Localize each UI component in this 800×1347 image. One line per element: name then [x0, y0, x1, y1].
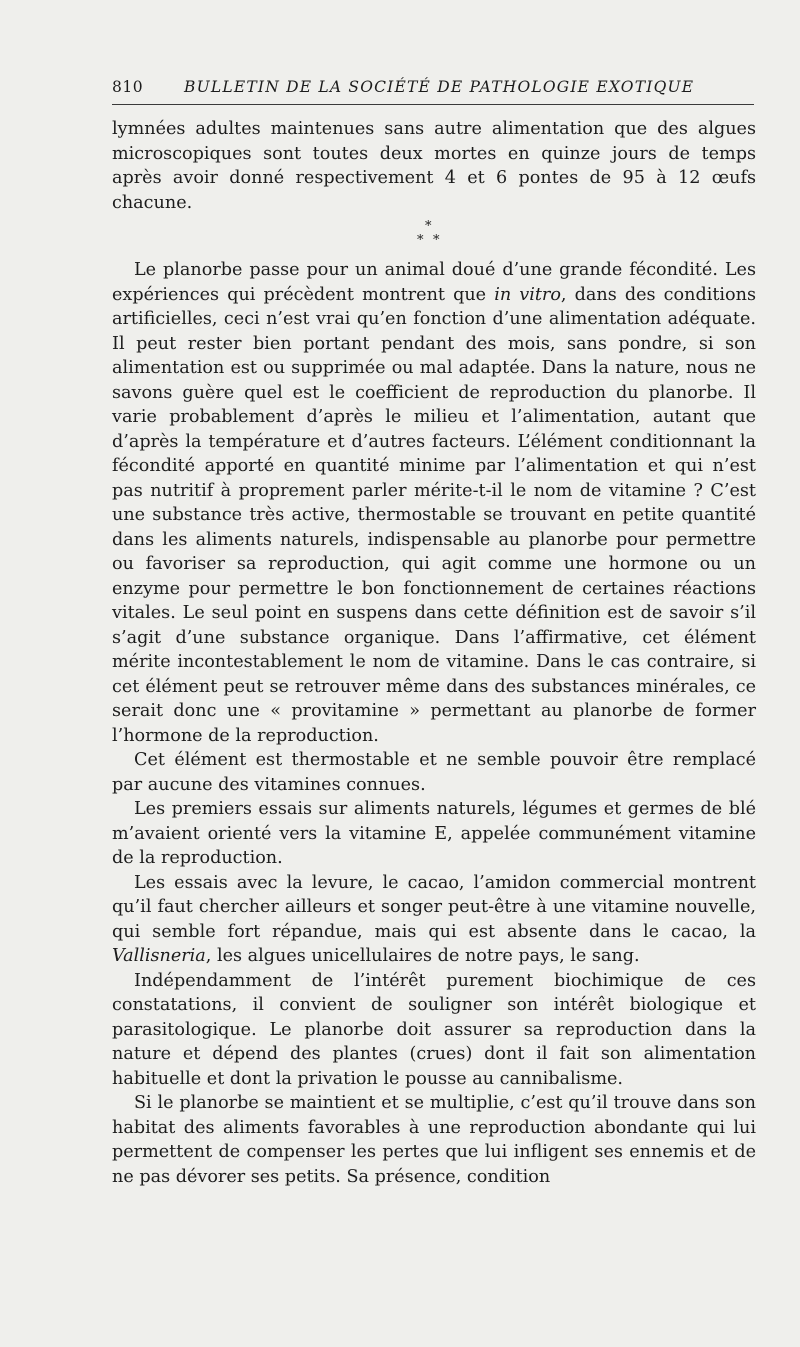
- paragraph-biological-interest: Indépendamment de l’intérêt purement biochimique de ces constatations, il convient de souligner son intérêt biologique et parasitologique. Le planorbe doit assurer sa reproduction dans la nature et dépend des plantes (crues) dont il fait son alimentation habituelle et dont la privation le pousse au cannibalisme.: [112, 970, 756, 1089]
- section-asterism: [112, 218, 756, 258]
- paragraph-habitat: Si le planorbe se maintient et se multiplie, c’est qu’il trouve dans son habitat des aliments favorables à une reproduction abondante qui lui permettent de compenser les pertes que lui infligent ses ennemis et de ne pas dévorer ses petits. Sa présence, condition: [112, 1093, 756, 1187]
- paragraph-yeast-trials: [112, 871, 756, 969]
- running-head: [112, 76, 756, 98]
- header-rule: [112, 104, 754, 105]
- asterism-star: *: [433, 233, 440, 248]
- paragraph-continuation: lymnées adultes maintenues sans autre alimentation que des algues microscopiques sont toutes deux mortes en quinze jours de temps après avoir donné respectivement 4 et 6 pontes de 95 à 12 œufs chacune.: [112, 119, 756, 213]
- italic-term-vallisneria: Vallisneria: [112, 946, 206, 966]
- article-body: [112, 117, 756, 1189]
- asterism-star: *: [417, 233, 424, 248]
- paragraph-first-trials: Les premiers essais sur aliments naturels, légumes et germes de blé m’avaient orienté vers la vitamine E, appelée communément vitamine de la reproduction.: [112, 799, 756, 868]
- paragraph-text: , les algues unicellulaires de notre pays, le sang.: [205, 946, 640, 966]
- italic-term-in-vitro: in vitro: [494, 284, 561, 305]
- journal-title: BULLETIN DE LA SOCIÉTÉ DE PATHOLOGIE EXOTIQUE: [184, 78, 695, 96]
- paragraph-fecundity: [112, 258, 756, 748]
- paragraph-thermostable: Cet élément est thermostable et ne semble pouvoir être remplacé par aucune des vitamines connues.: [112, 750, 756, 795]
- paragraph-text: Le planorbe passe pour un animal doué d’une grande fécondité. Les expériences qui précèdent montrent que: [112, 260, 756, 305]
- page-number: 810: [112, 78, 144, 96]
- paragraph-text: Les essais avec la levure, le cacao, l’amidon commercial montrent qu’il faut chercher ailleurs et songer peut-être à une vitamine nouvelle, qui semble fort répandue, mais qui est absente dans le cacao, la: [112, 872, 756, 942]
- paragraph-text: , dans des conditions artificielles, ceci n’est vrai qu’en fonction d’une alimentation adéquate. Il peut rester bien portant pendant des mois, sans pondre, si son alimentation est ou supprimée ou mal adaptée. Dans la nature, nous ne savons guère quel est le coefficient de reproduction du planorbe. Il varie probablement d’après le milieu et l’alimentation, autant que d’après la température et d’autres facteurs. L’élément conditionnant la fécondité apporté en quantité minime par l’alimentation et qui n’est pas nutritif à proprement parler mérite-t-il le nom de vitamine ? C’est une substance très active, thermostable se trouvant en petite quantité dans les aliments naturels, indispensable au planorbe pour permettre ou favoriser sa reproduction, qui agit comme une hormone ou un enzyme pour permettre le bon fonctionnement de certaines réactions vitales. Le seul point en suspens dans cette définition est de savoir s’il s’agit d’une substance organique. Dans l’affirmative, cet élément mérite incontestablement le nom de vitamine. Dans le cas contraire, si cet élément peut se retrouver même dans des substances minérales, ce serait donc une « provitamine » permettant au planorbe de former l’hormone de la reproduction.: [112, 284, 756, 746]
- asterism-star: *: [425, 219, 432, 234]
